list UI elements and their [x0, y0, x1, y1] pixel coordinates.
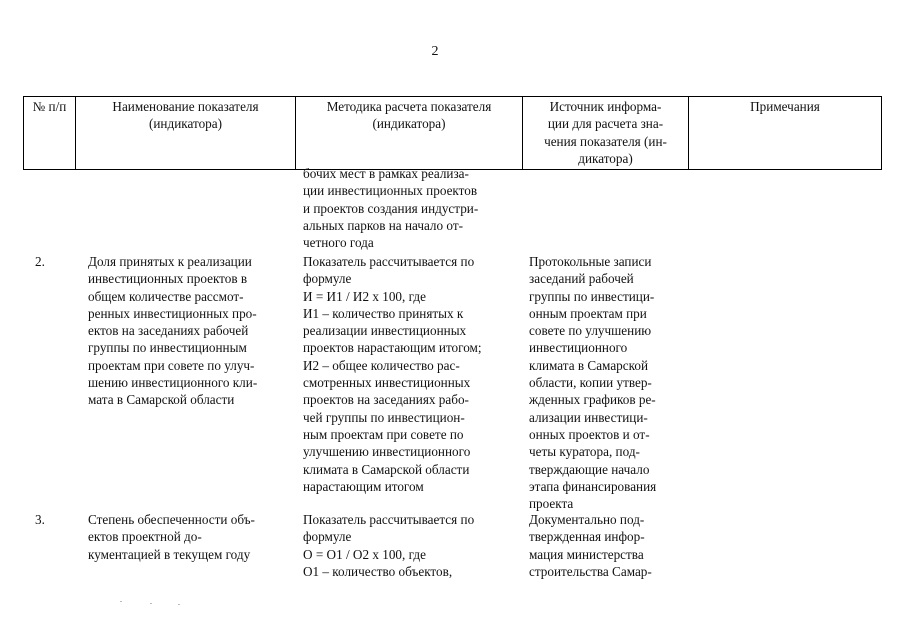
header-name-text: Наименование показателя (индикатора): [112, 99, 259, 132]
header-method-text: Методика расчета показателя (индикатора): [326, 99, 492, 132]
row-2-num: 2.: [35, 254, 45, 269]
row-3-source: Документально под- твержденная инфор- мация министерства строительства Самар-: [529, 512, 652, 579]
header-row: [24, 97, 882, 170]
continuation-method: бочих мест в рамках реализа- ции инвестиционных проектов и проектов создания индустри- альных парков на начало от- четного года: [303, 166, 479, 251]
scan-speck: [120, 601, 122, 602]
header-num: [24, 97, 76, 170]
header-source-text: Источник информа- ции для расчета зна- чения показателя (ин- дикатора): [544, 99, 667, 166]
row-3-method: Показатель рассчитывается по формуле О = О1 / О2 х 100, где О1 – количество объектов,: [303, 512, 475, 579]
header-note: [689, 97, 882, 170]
row-2-method: Показатель рассчитывается по формуле И = И1 / И2 х 100, где И1 – количество принятых к реализации инвестиционных проектов нарастающим итогом; И2 – общее количество рас- смотренных инвестиционных проектов на заседаниях рабо- чей группы по инвестицион- ным проектам при совете по улучшению инвестиционного климата в Самарской области нарастающим итогом: [303, 254, 482, 494]
indicator-table-header: [23, 96, 882, 170]
header-method: [296, 97, 523, 170]
row-2-source: Протокольные записи заседаний рабочей группы по инвестици- онным проектам при совете по улучшению инвестиционного климата в Самарской области, копии утвер- жденных графиков ре- ализации инвестици- онных проектов и от- четы куратора, под- тверждающие начало этапа финансирования проекта: [529, 254, 657, 512]
header-note-text: Примечания: [750, 99, 820, 114]
row-2-name: Доля принятых к реализации инвестиционных проектов в общем количестве рассмот- ренных инвестиционных про- ектов на заседаниях рабочей группы по инвестиционным проектам при совете по улуч- шению инвестиционного кли- мата в Самарской области: [88, 254, 258, 408]
scan-speck: [150, 603, 152, 604]
header-source: [523, 97, 689, 170]
row-3-name: Степень обеспеченности объ- ектов проектной до- кументацией в текущем году: [88, 512, 255, 562]
header-name: [76, 97, 296, 170]
page-number: 2: [431, 44, 439, 59]
scan-speck: [178, 604, 180, 605]
header-num-text: № п/п: [32, 99, 67, 114]
row-3-num: 3.: [35, 512, 45, 527]
